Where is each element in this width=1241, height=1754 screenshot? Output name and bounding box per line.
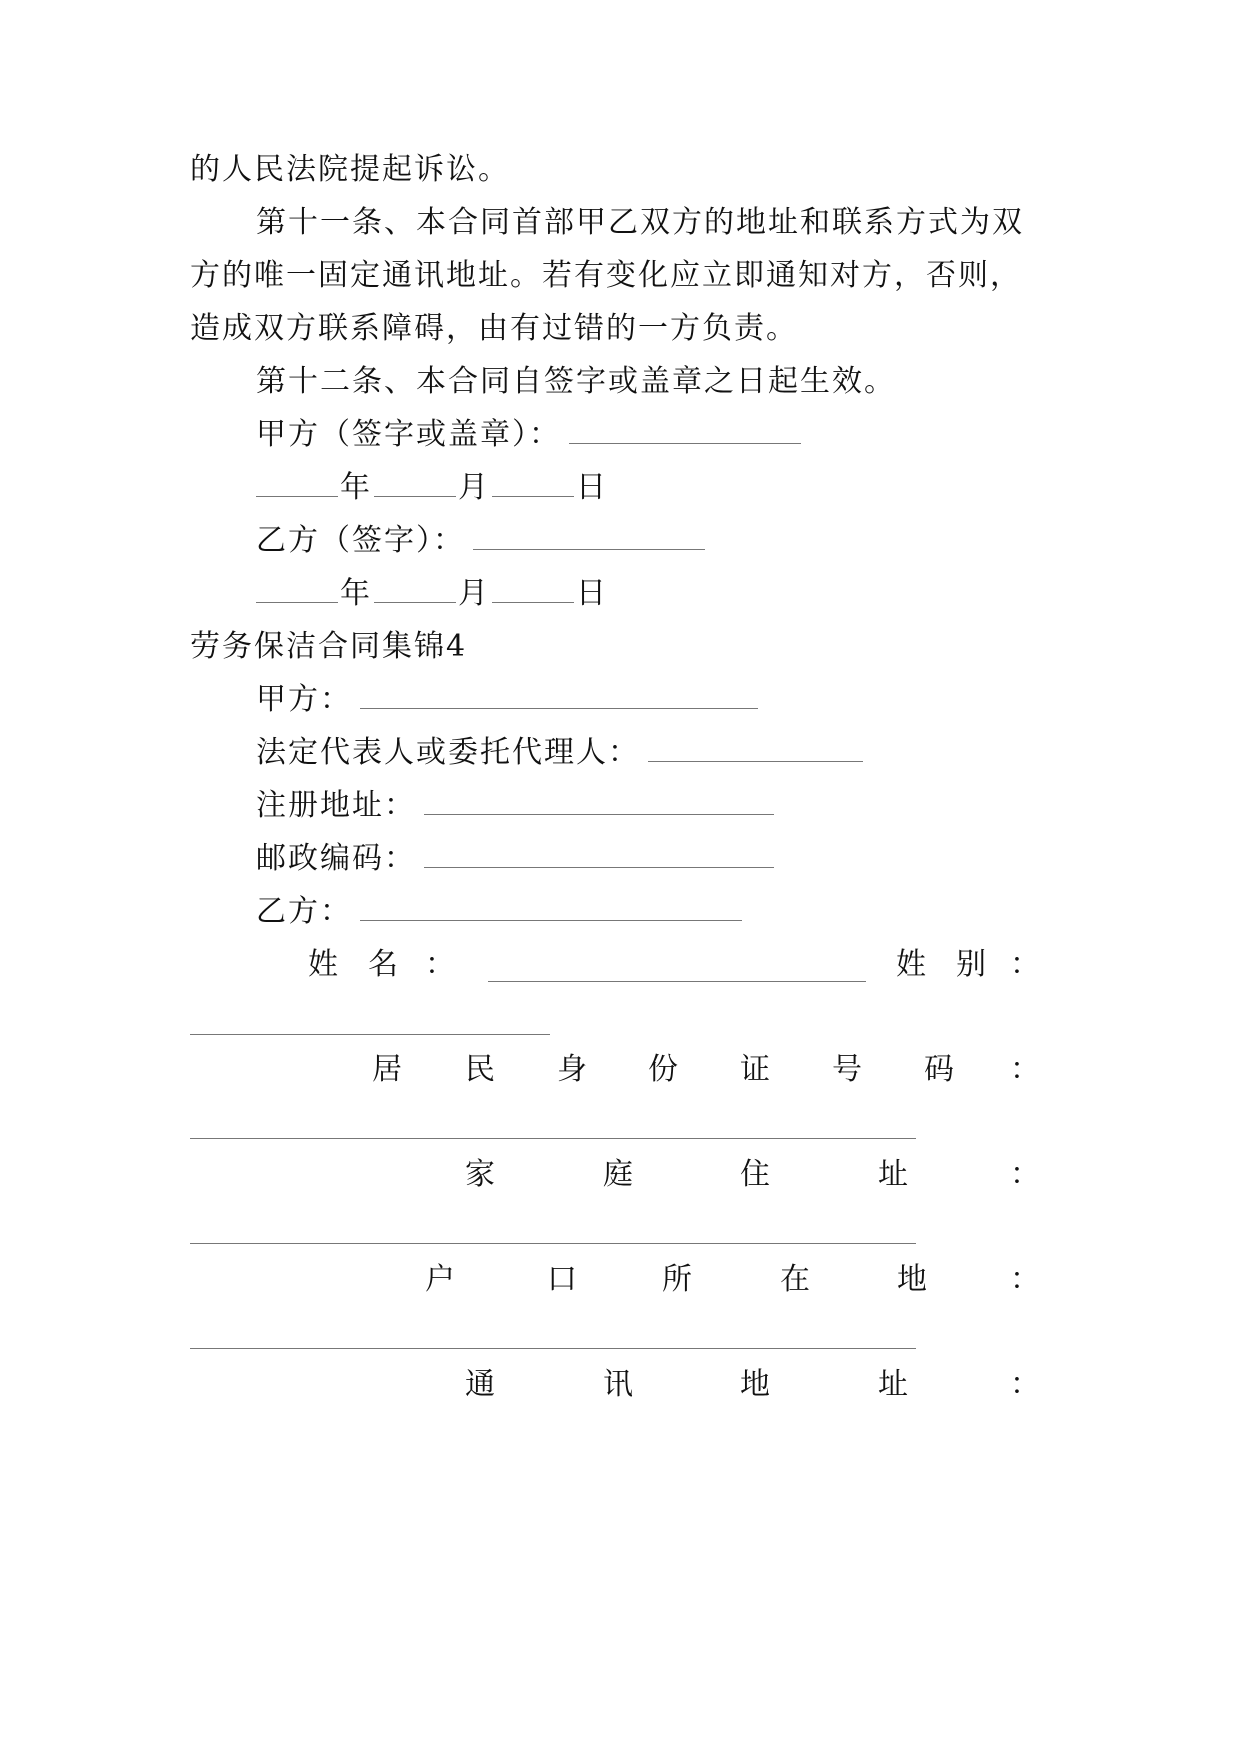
party-a-blank: [360, 682, 758, 709]
hukou-char-2: 口: [547, 1262, 577, 1297]
home-char-3: 住: [740, 1157, 770, 1192]
home-char-2: 庭: [603, 1157, 633, 1192]
id-colon: ：: [1010, 1052, 1040, 1087]
month-label: 月: [458, 576, 490, 611]
id-char-5: 证: [740, 1052, 770, 1087]
party-a-label: 甲方：: [256, 682, 352, 717]
party-b-date-line: [256, 574, 608, 614]
gender-char-1: 姓: [896, 947, 926, 982]
party-b-signature-label: 乙方（签字）：: [256, 523, 465, 558]
home-char-4: 址: [878, 1157, 908, 1192]
name-colon: ：: [425, 947, 455, 982]
home-blank: [190, 1243, 916, 1244]
mail-colon: ：: [1010, 1367, 1040, 1402]
party-a-date-line: [256, 468, 608, 508]
id-blank: [190, 1138, 916, 1139]
id-char-3: 身: [557, 1052, 587, 1087]
legal-rep-blank: [648, 735, 863, 762]
hukou-blank: [190, 1348, 916, 1349]
article-11-line-1: 第十一条、本合同首部甲乙双方的地址和联系方式为双: [256, 205, 1024, 240]
section-title: 劳务保洁合同集锦4: [190, 629, 468, 664]
party-b-blank: [360, 894, 742, 921]
mail-char-1: 通: [465, 1367, 495, 1402]
month-blank: [374, 470, 456, 497]
reg-address-blank: [424, 788, 774, 815]
party-a-signature-label: 甲方（签字或盖章）：: [256, 417, 561, 452]
reg-address-label: 注册地址：: [256, 788, 416, 823]
month-blank: [374, 576, 456, 603]
day-blank: [492, 576, 574, 603]
hukou-char-5: 地: [897, 1262, 927, 1297]
home-colon: ：: [1010, 1157, 1040, 1192]
id-char-6: 号: [832, 1052, 862, 1087]
legal-rep-line: [256, 733, 863, 773]
id-char-7: 码: [924, 1052, 954, 1087]
mail-char-2: 讯: [603, 1367, 633, 1402]
party-b-signature-line: [256, 521, 705, 561]
party-b-signature-blank: [473, 523, 705, 550]
mail-char-3: 地: [740, 1367, 770, 1402]
name-blank: [488, 981, 866, 982]
party-b-label: 乙方：: [256, 894, 352, 929]
day-label: 日: [576, 576, 608, 611]
gender-char-2: 别: [956, 947, 986, 982]
day-label: 日: [576, 470, 608, 505]
party-a-line: [256, 680, 758, 720]
party-b-line: [256, 892, 742, 932]
year-label: 年: [340, 576, 372, 611]
name-char-1: 姓: [308, 947, 338, 982]
legal-rep-label: 法定代表人或委托代理人：: [256, 735, 640, 770]
id-char-2: 民: [465, 1052, 495, 1087]
hukou-char-4: 在: [780, 1262, 810, 1297]
gender-colon: ：: [1010, 947, 1040, 982]
article-12: 第十二条、本合同自签字或盖章之日起生效。: [256, 364, 896, 399]
gender-blank: [190, 1034, 550, 1035]
hukou-char-1: 户: [425, 1262, 455, 1297]
postal-code-line: [256, 839, 774, 879]
article-11-line-3: 造成双方联系障碍，由有过错的一方负责。: [190, 311, 798, 346]
id-char-4: 份: [648, 1052, 678, 1087]
year-blank: [256, 576, 338, 603]
party-a-signature-line: [256, 415, 801, 455]
month-label: 月: [458, 470, 490, 505]
paragraph-end-lawsuit: 的人民法院提起诉讼。: [190, 152, 510, 187]
mail-char-4: 址: [878, 1367, 908, 1402]
postal-code-blank: [424, 841, 774, 868]
hukou-colon: ：: [1010, 1262, 1040, 1297]
year-label: 年: [340, 470, 372, 505]
article-11-line-2: 方的唯一固定通讯地址。若有变化应立即通知对方，否则，: [190, 258, 1022, 293]
year-blank: [256, 470, 338, 497]
postal-code-label: 邮政编码：: [256, 841, 416, 876]
name-char-2: 名: [368, 947, 398, 982]
home-char-1: 家: [465, 1157, 495, 1192]
hukou-char-3: 所: [662, 1262, 692, 1297]
id-char-1: 居: [372, 1052, 402, 1087]
day-blank: [492, 470, 574, 497]
reg-address-line: [256, 786, 774, 826]
party-a-signature-blank: [569, 417, 801, 444]
